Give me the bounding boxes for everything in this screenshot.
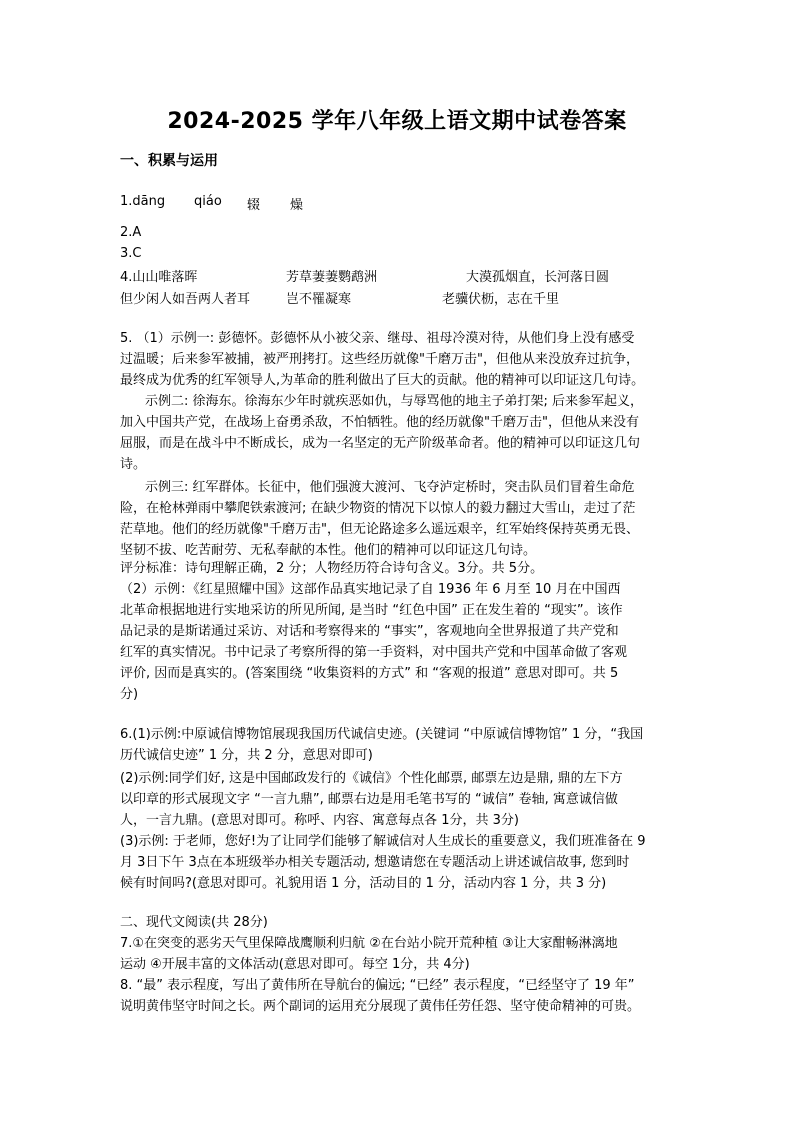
q5-line: 评价, 因而是真实的。(答案围绕 “收集资料的方式” 和 “客观的报道” 意思对即可。共 5	[120, 666, 619, 681]
q7-line: 7.①在突变的恶劣天气里保障战鹰顺利归航 ②在台站小院开荒种植 ③让大家酣畅淋漓地	[120, 936, 618, 951]
q6-line: 历代诚信史迹” 1 分，共 2 分，意思对即可)	[120, 748, 373, 763]
q5-line: 诗。	[120, 457, 147, 472]
q5-line: 茫草地。他们的经历就像"千磨万击"，但无论路途多么遥远艰辛，红军始终保持英勇无畏、	[120, 522, 639, 537]
q7-line: 运动 ④开展丰富的文体活动(意思对即可。每空 1分，共 4分)	[120, 957, 470, 972]
section1-heading: 一、积累与运用	[120, 153, 218, 169]
q4-answer-2: 芳草萋萋鹦鹉洲	[286, 270, 378, 285]
q5-line: 分)	[120, 687, 139, 702]
q5-line: 屈服，而是在战斗中不断成长，成为一名坚定的无产阶级革命者。他的精神可以印证这几句	[120, 436, 641, 451]
q6-line: 6.(1)示例:中原诚信博物馆展现我国历代诚信史迹。(关键词 “中原诚信博物馆” 1 分，“我国	[120, 727, 644, 742]
q5-line: 过温暖；后来参军被捕，被严刑拷打。这些经历就像"千磨万击"，但他从来没放弃过抗争，	[120, 352, 639, 367]
q5-line: 加入中国共产党，在战场上奋勇杀敌，不怕牺牲。他的经历就像"千磨万击"，但他从来没有	[120, 415, 639, 430]
q4-answer-5: 岂不罹凝寒	[286, 292, 352, 307]
q5-line: 坚韧不拔、吃苦耐劳、无私奉献的本性。他们的精神可以印证这几句诗。	[120, 543, 537, 558]
q2-answer: 2.A	[120, 225, 142, 240]
q5-line: 示例三: 红军群体。长征中，他们强渡大渡河、飞夺泸定桥时，突击队员们冒着生命危	[145, 480, 635, 495]
q8-line: 8. “最” 表示程度，写出了黄伟所在导航台的偏远; “已经” 表示程度，“已经坚守了 19 年”	[120, 978, 635, 993]
q5-line: 最终成为优秀的红军领导人,为革命的胜利做出了巨大的贡献。他的精神可以印证这几句诗。	[120, 373, 645, 388]
q4-answer-4: 但少闲人如吾两人者耳	[120, 292, 251, 307]
q5-line: 示例二: 徐海东。徐海东少年时就疾恶如仇，与辱骂他的地主子弟打架; 后来参军起义，	[145, 394, 644, 409]
q3-answer: 3.C	[120, 246, 142, 261]
q5-line: （2）示例：《红星照耀中国》这部作品真实地记录了自 1936 年 6 月至 10 月在中国西	[120, 582, 621, 597]
q6-line: 月 3日下午 3点在本班级举办相关专题活动, 想邀请您在专题活动上讲述诚信故事, 您到时	[120, 855, 630, 870]
q8-line: 说明黄伟坚守时间之长。两个副词的运用充分展现了黄伟任劳任怨、坚守使命精神的可贵。	[120, 999, 641, 1014]
q1-answer-4: 燥	[290, 198, 304, 213]
q5-line: 险，在枪林弹雨中攀爬铁索渡河; 在缺少物资的情况下以惊人的毅力翻过大雪山，走过了茫	[120, 501, 636, 516]
q4-answer-6: 老骥伏枥，志在千里	[442, 292, 560, 307]
q5-line: 5. （1）示例一: 彭德怀。彭德怀从小被父亲、继母、祖母冷漠对待，从他们身上没有感受	[120, 331, 635, 346]
q6-line: 人，一言九鼎。(意思对即可。称呼、内容、寓意每点各 1分，共 3分)	[120, 813, 519, 828]
q6-line: 以印章的形式展现文字 “一言九鼎”, 邮票右边是用毛笔书写的 “诚信” 卷轴, 寓意诚信做	[120, 792, 618, 807]
q1-answer-1: 1.dāng	[120, 194, 166, 209]
q1-answer-3: 辍	[247, 198, 261, 213]
q6-line: (3)示例: 于老师，您好!为了让同学们能够了解诚信对人生成长的重要意义，我们班准备在 9	[120, 834, 646, 849]
q1-answer-2: qiáo	[194, 194, 222, 209]
q5-line: 品记录的是斯诺通过采访、对话和考察得来的 “事实”，客观地向全世界报道了共产党和	[120, 624, 619, 639]
section2-heading: 二、现代文阅读(共 28分)	[120, 915, 268, 930]
q6-line: (2)示例:同学们好, 这是中国邮政发行的《诚信》个性化邮票, 邮票左边是鼎, 鼎的左下方	[120, 771, 623, 786]
q5-scoring-line: 评分标准：诗句理解正确，2 分；人物经历符合诗句含义。3分。共 5分。	[120, 561, 544, 576]
q4-answer-3: 大漠孤烟直，长河落日圆	[466, 270, 610, 285]
q6-line: 候有时间吗?(意思对即可。礼貌用语 1 分，活动目的 1 分，活动内容 1 分，共 3 分)	[120, 876, 607, 891]
q4-answer-1: 4.山山唯落晖	[120, 270, 198, 285]
page-title: 2024-2025 学年八年级上语文期中试卷答案	[167, 109, 627, 134]
q5-line: 红军的真实情况。书中记录了考察所得的第一手资料，对中国共产党和中国革命做了客观	[120, 645, 628, 660]
q5-line: 北革命根据地进行实地采访的所见所闻, 是当时 “红色中国” 正在发生着的 “现实”。该作	[120, 603, 623, 618]
